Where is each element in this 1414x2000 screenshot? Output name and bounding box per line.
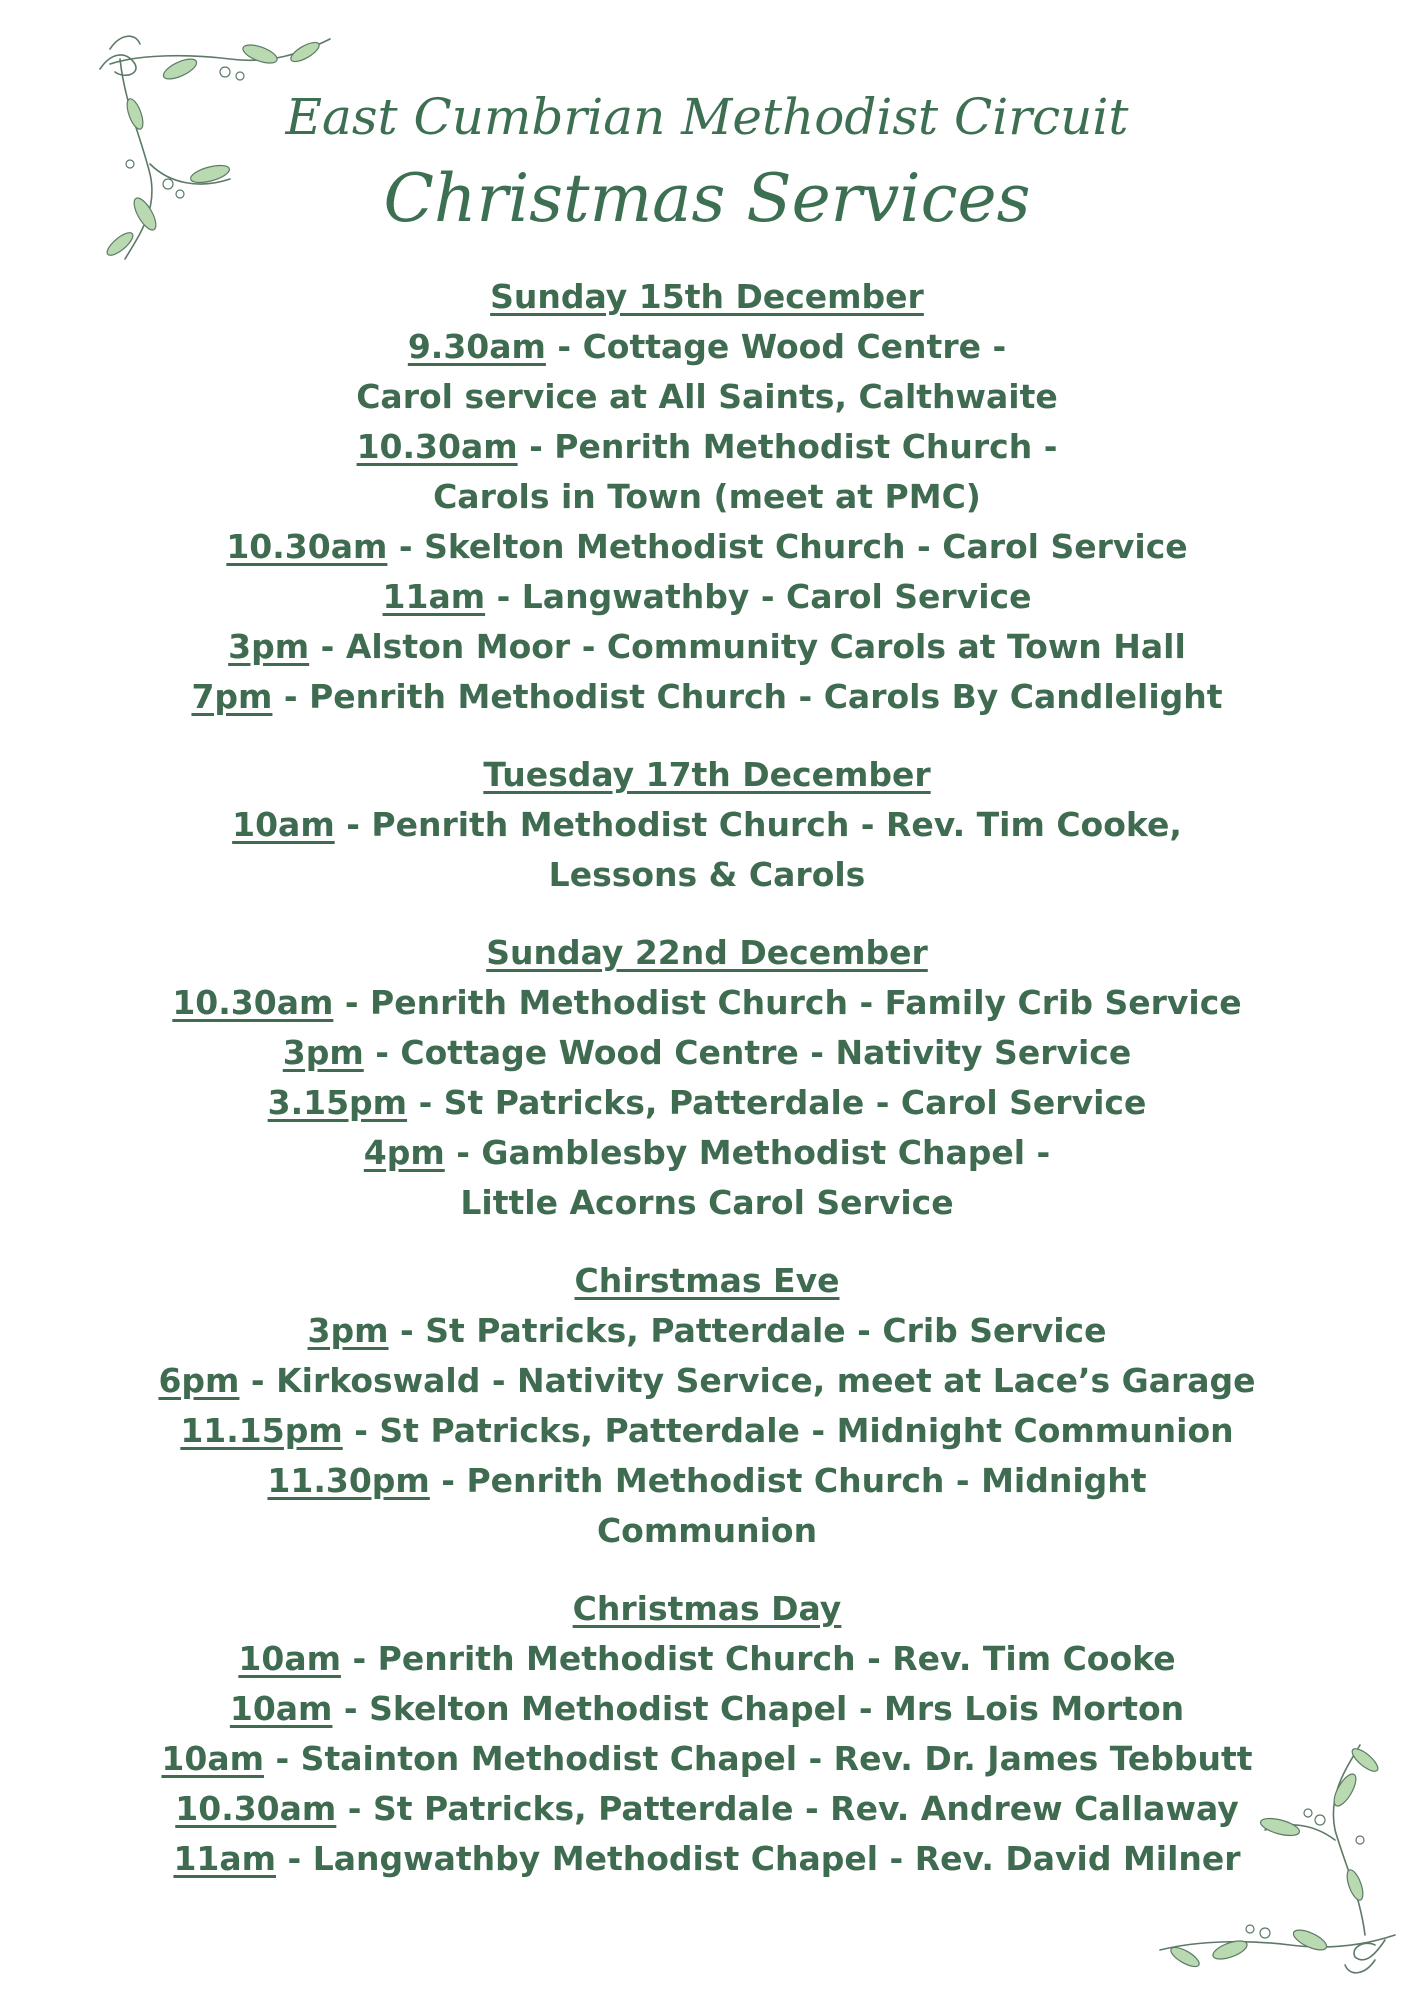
service-line [0,322,1414,372]
service-detail: - Langwathby Methodist Chapel - Rev. David Milner [276,1839,1241,1878]
service-line [0,1734,1414,1784]
service-detail: - Langwathby - Carol Service [485,577,1032,616]
circuit-title: East Cumbrian Methodist Circuit [285,88,1129,146]
service-line [0,1784,1414,1834]
service-line [0,978,1414,1028]
service-time: 10am [238,1639,341,1678]
section-heading: Chirstmas Eve [574,1261,840,1300]
service-time: 10am [161,1739,264,1778]
service-time: 4pm [363,1133,445,1172]
schedule-section [0,1256,1414,1556]
service-time: 6pm [158,1361,240,1400]
service-detail: - Penrith Methodist Church - Family Crib Service [333,983,1242,1022]
service-line [0,1178,1414,1228]
section-heading: Sunday 15th December [490,277,924,316]
service-line [0,1078,1414,1128]
service-time: 10.30am [356,427,518,466]
schedule-section [0,1584,1414,1884]
service-time: 10.30am [172,983,334,1022]
service-line [0,672,1414,722]
service-line [0,1456,1414,1506]
service-line [0,1406,1414,1456]
service-detail: Carol service at All Saints, Calthwaite [356,377,1058,416]
service-time: 3.15pm [267,1083,408,1122]
service-line [0,572,1414,622]
service-time: 11am [173,1839,277,1878]
service-line [0,1128,1414,1178]
service-detail: - Cottage Wood Centre - [545,327,1007,366]
service-detail: - Stainton Methodist Chapel - Rev. Dr. James Tebbutt [264,1739,1253,1778]
schedule-section [0,750,1414,900]
service-time: 9.30am [407,327,546,366]
service-time: 7pm [191,677,273,716]
service-time: 11am [382,577,486,616]
page-title: Christmas Services [383,160,1031,237]
service-time: 10.30am [226,527,388,566]
service-schedule [0,272,1414,1912]
service-time: 3pm [282,1033,364,1072]
service-line [0,422,1414,472]
service-detail: - Penrith Methodist Church - Rev. Tim Cooke [340,1639,1176,1678]
service-line [0,1028,1414,1078]
service-line [0,850,1414,900]
service-detail: Little Acorns Carol Service [460,1183,954,1222]
service-detail: - Cottage Wood Centre - Nativity Service [363,1033,1132,1072]
service-detail: - St Patricks, Patterdale - Crib Service [388,1311,1107,1350]
service-line [0,1834,1414,1884]
service-line [0,1506,1414,1556]
schedule-section [0,272,1414,722]
service-detail: - Penrith Methodist Church - Rev. Tim Cooke, [334,805,1182,844]
service-line [0,622,1414,672]
service-time: 3pm [228,627,310,666]
service-detail: Carols in Town (meet at PMC) [433,477,981,516]
service-line [0,522,1414,572]
service-time: 10am [229,1689,333,1728]
service-detail: - Alston Moor - Community Carols at Town Hall [309,627,1186,666]
service-detail: - Skelton Methodist Chapel - Mrs Lois Morton [332,1689,1185,1728]
schedule-section [0,928,1414,1228]
service-line [0,1684,1414,1734]
service-line [0,1634,1414,1684]
section-heading: Christmas Day [572,1589,842,1628]
service-detail: Communion [596,1511,818,1550]
service-time: 11.30pm [267,1461,430,1500]
service-detail: - Gamblesby Methodist Chapel - [444,1133,1051,1172]
service-detail: - St Patricks, Patterdale - Midnight Communion [342,1411,1234,1450]
service-time: 10.30am [175,1789,337,1828]
service-line [0,372,1414,422]
service-detail: - St Patricks, Patterdale - Rev. Andrew Callaway [336,1789,1239,1828]
section-heading: Tuesday 17th December [483,755,931,794]
service-detail: - Penrith Methodist Church - Midnight [429,1461,1147,1500]
service-line [0,1356,1414,1406]
service-line [0,800,1414,850]
service-line [0,472,1414,522]
service-detail: - Penrith Methodist Church - [517,427,1058,466]
service-detail: Lessons & Carols [548,855,866,894]
service-detail: - St Patricks, Patterdale - Carol Service [407,1083,1147,1122]
service-time: 11.15pm [180,1411,343,1450]
section-heading: Sunday 22nd December [486,933,928,972]
service-time: 10am [232,805,335,844]
service-detail: - Kirkoswald - Nativity Service, meet at Lace’s Garage [239,1361,1256,1400]
service-line [0,1306,1414,1356]
service-detail: - Penrith Methodist Church - Carols By Candlelight [272,677,1223,716]
service-detail: - Skelton Methodist Church - Carol Service [387,527,1188,566]
service-time: 3pm [307,1311,389,1350]
